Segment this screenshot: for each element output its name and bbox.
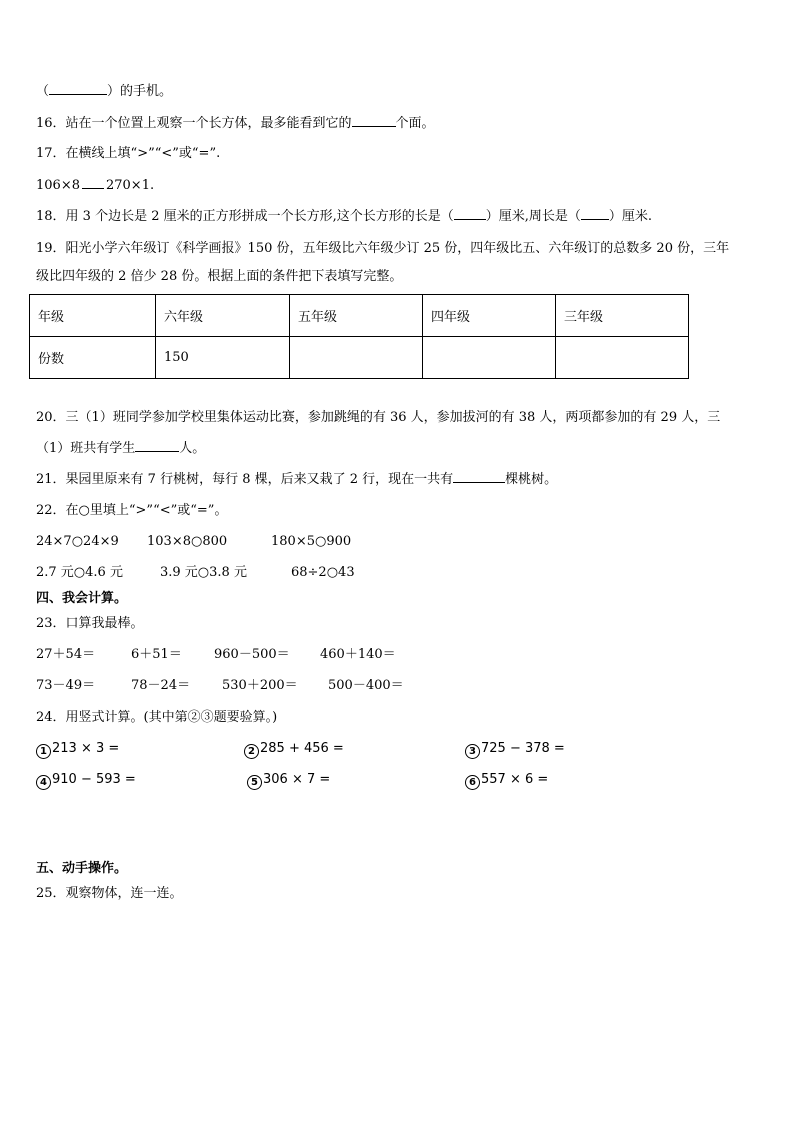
table-cell: 150 bbox=[156, 337, 290, 379]
item-number-badge: 2 bbox=[244, 744, 259, 759]
table-cell: 四年级 bbox=[423, 295, 556, 337]
q23-item: 530＋200＝ bbox=[222, 678, 298, 693]
table-cell: 三年级 bbox=[556, 295, 689, 337]
q15-line: （ ）的手机。 bbox=[36, 84, 173, 99]
question-23-stem: 23．口算我最棒。 bbox=[36, 616, 144, 631]
question-17-stem: 17．在横线上填“>”“<”或“=”. bbox=[36, 146, 221, 161]
table-cell: 五年级 bbox=[290, 295, 423, 337]
question-17-expr: 106×8 270×1. bbox=[36, 178, 155, 193]
q24-item: 1 213 × 3 = bbox=[36, 740, 119, 759]
table-cell-input[interactable] bbox=[423, 337, 556, 379]
q24-item: 3 725 − 378 = bbox=[465, 740, 565, 759]
question-19-line1: 19．阳光小学六年级订《科学画报》150 份，五年级比六年级少订 25 份，四年级比五、六年级订的总数多 20 份，三年 bbox=[36, 241, 730, 256]
q22-item: 103×8○800 bbox=[147, 534, 228, 549]
q23-item: 78－24＝ bbox=[131, 678, 191, 693]
table-cell-input[interactable] bbox=[290, 337, 423, 379]
q22-item: 3.9 元○3.8 元 bbox=[160, 565, 247, 580]
item-number-badge: 5 bbox=[247, 775, 262, 790]
question-20-line1: 20．三（1）班同学参加学校里集体运动比赛，参加跳绳的有 36 人，参加拔河的有 38 人，两项都参加的有 29 人，三 bbox=[36, 410, 721, 425]
question-25: 25．观察物体，连一连。 bbox=[36, 886, 183, 901]
table-cell-input[interactable] bbox=[556, 337, 689, 379]
grade-table bbox=[29, 294, 689, 379]
question-21: 21．果园里原来有 7 行桃树，每行 8 棵，后来又栽了 2 行，现在一共有 棵桃树。 bbox=[36, 472, 558, 487]
q23-item: 73－49＝ bbox=[36, 678, 96, 693]
answer-blank[interactable] bbox=[453, 470, 505, 483]
question-22-stem: 22．在○里填上“>”“<”或“=”。 bbox=[36, 503, 228, 518]
section-5-heading: 五、动手操作。 bbox=[36, 861, 128, 876]
q24-item: 6 557 × 6 = bbox=[465, 771, 548, 790]
q22-item: 2.7 元○4.6 元 bbox=[36, 565, 123, 580]
item-number-badge: 6 bbox=[465, 775, 480, 790]
table-cell: 六年级 bbox=[156, 295, 290, 337]
answer-blank[interactable] bbox=[135, 439, 179, 452]
answer-blank[interactable] bbox=[454, 207, 486, 220]
table-row bbox=[30, 337, 689, 379]
answer-blank[interactable] bbox=[49, 82, 107, 95]
answer-blank[interactable] bbox=[82, 176, 104, 189]
item-number-badge: 4 bbox=[36, 775, 51, 790]
q22-item: 68÷2○43 bbox=[291, 565, 355, 580]
q22-item: 180×5○900 bbox=[271, 534, 352, 549]
question-18: 18．用 3 个边长是 2 厘米的正方形拼成一个长方形,这个长方形的长是（ ）厘米,周长是（ ）厘米. bbox=[36, 209, 653, 224]
table-cell: 年级 bbox=[30, 295, 156, 337]
answer-blank[interactable] bbox=[581, 207, 609, 220]
question-20-line2: （1）班共有学生 人。 bbox=[36, 441, 206, 456]
question-16: 16．站在一个位置上观察一个长方体，最多能看到它的 个面。 bbox=[36, 116, 435, 131]
section-4-heading: 四、我会计算。 bbox=[36, 591, 128, 606]
table-cell: 份数 bbox=[30, 337, 156, 379]
q24-item: 5 306 × 7 = bbox=[247, 771, 330, 790]
q23-item: 960－500＝ bbox=[214, 647, 290, 662]
q22-item: 24×7○24×9 bbox=[36, 534, 119, 549]
q24-item: 2 285 + 456 = bbox=[244, 740, 344, 759]
answer-blank[interactable] bbox=[352, 114, 396, 127]
table-header-row bbox=[30, 295, 689, 337]
q23-item: 6＋51＝ bbox=[131, 647, 182, 662]
q23-item: 500－400＝ bbox=[328, 678, 404, 693]
q23-item: 460＋140＝ bbox=[320, 647, 396, 662]
question-19-line2: 级比四年级的 2 倍少 28 份。根据上面的条件把下表填写完整。 bbox=[36, 269, 403, 284]
question-24-stem: 24．用竖式计算。(其中第②③题要验算。) bbox=[36, 710, 278, 725]
item-number-badge: 3 bbox=[465, 744, 480, 759]
q23-item: 27＋54＝ bbox=[36, 647, 96, 662]
item-number-badge: 1 bbox=[36, 744, 51, 759]
q24-item: 4 910 − 593 = bbox=[36, 771, 136, 790]
